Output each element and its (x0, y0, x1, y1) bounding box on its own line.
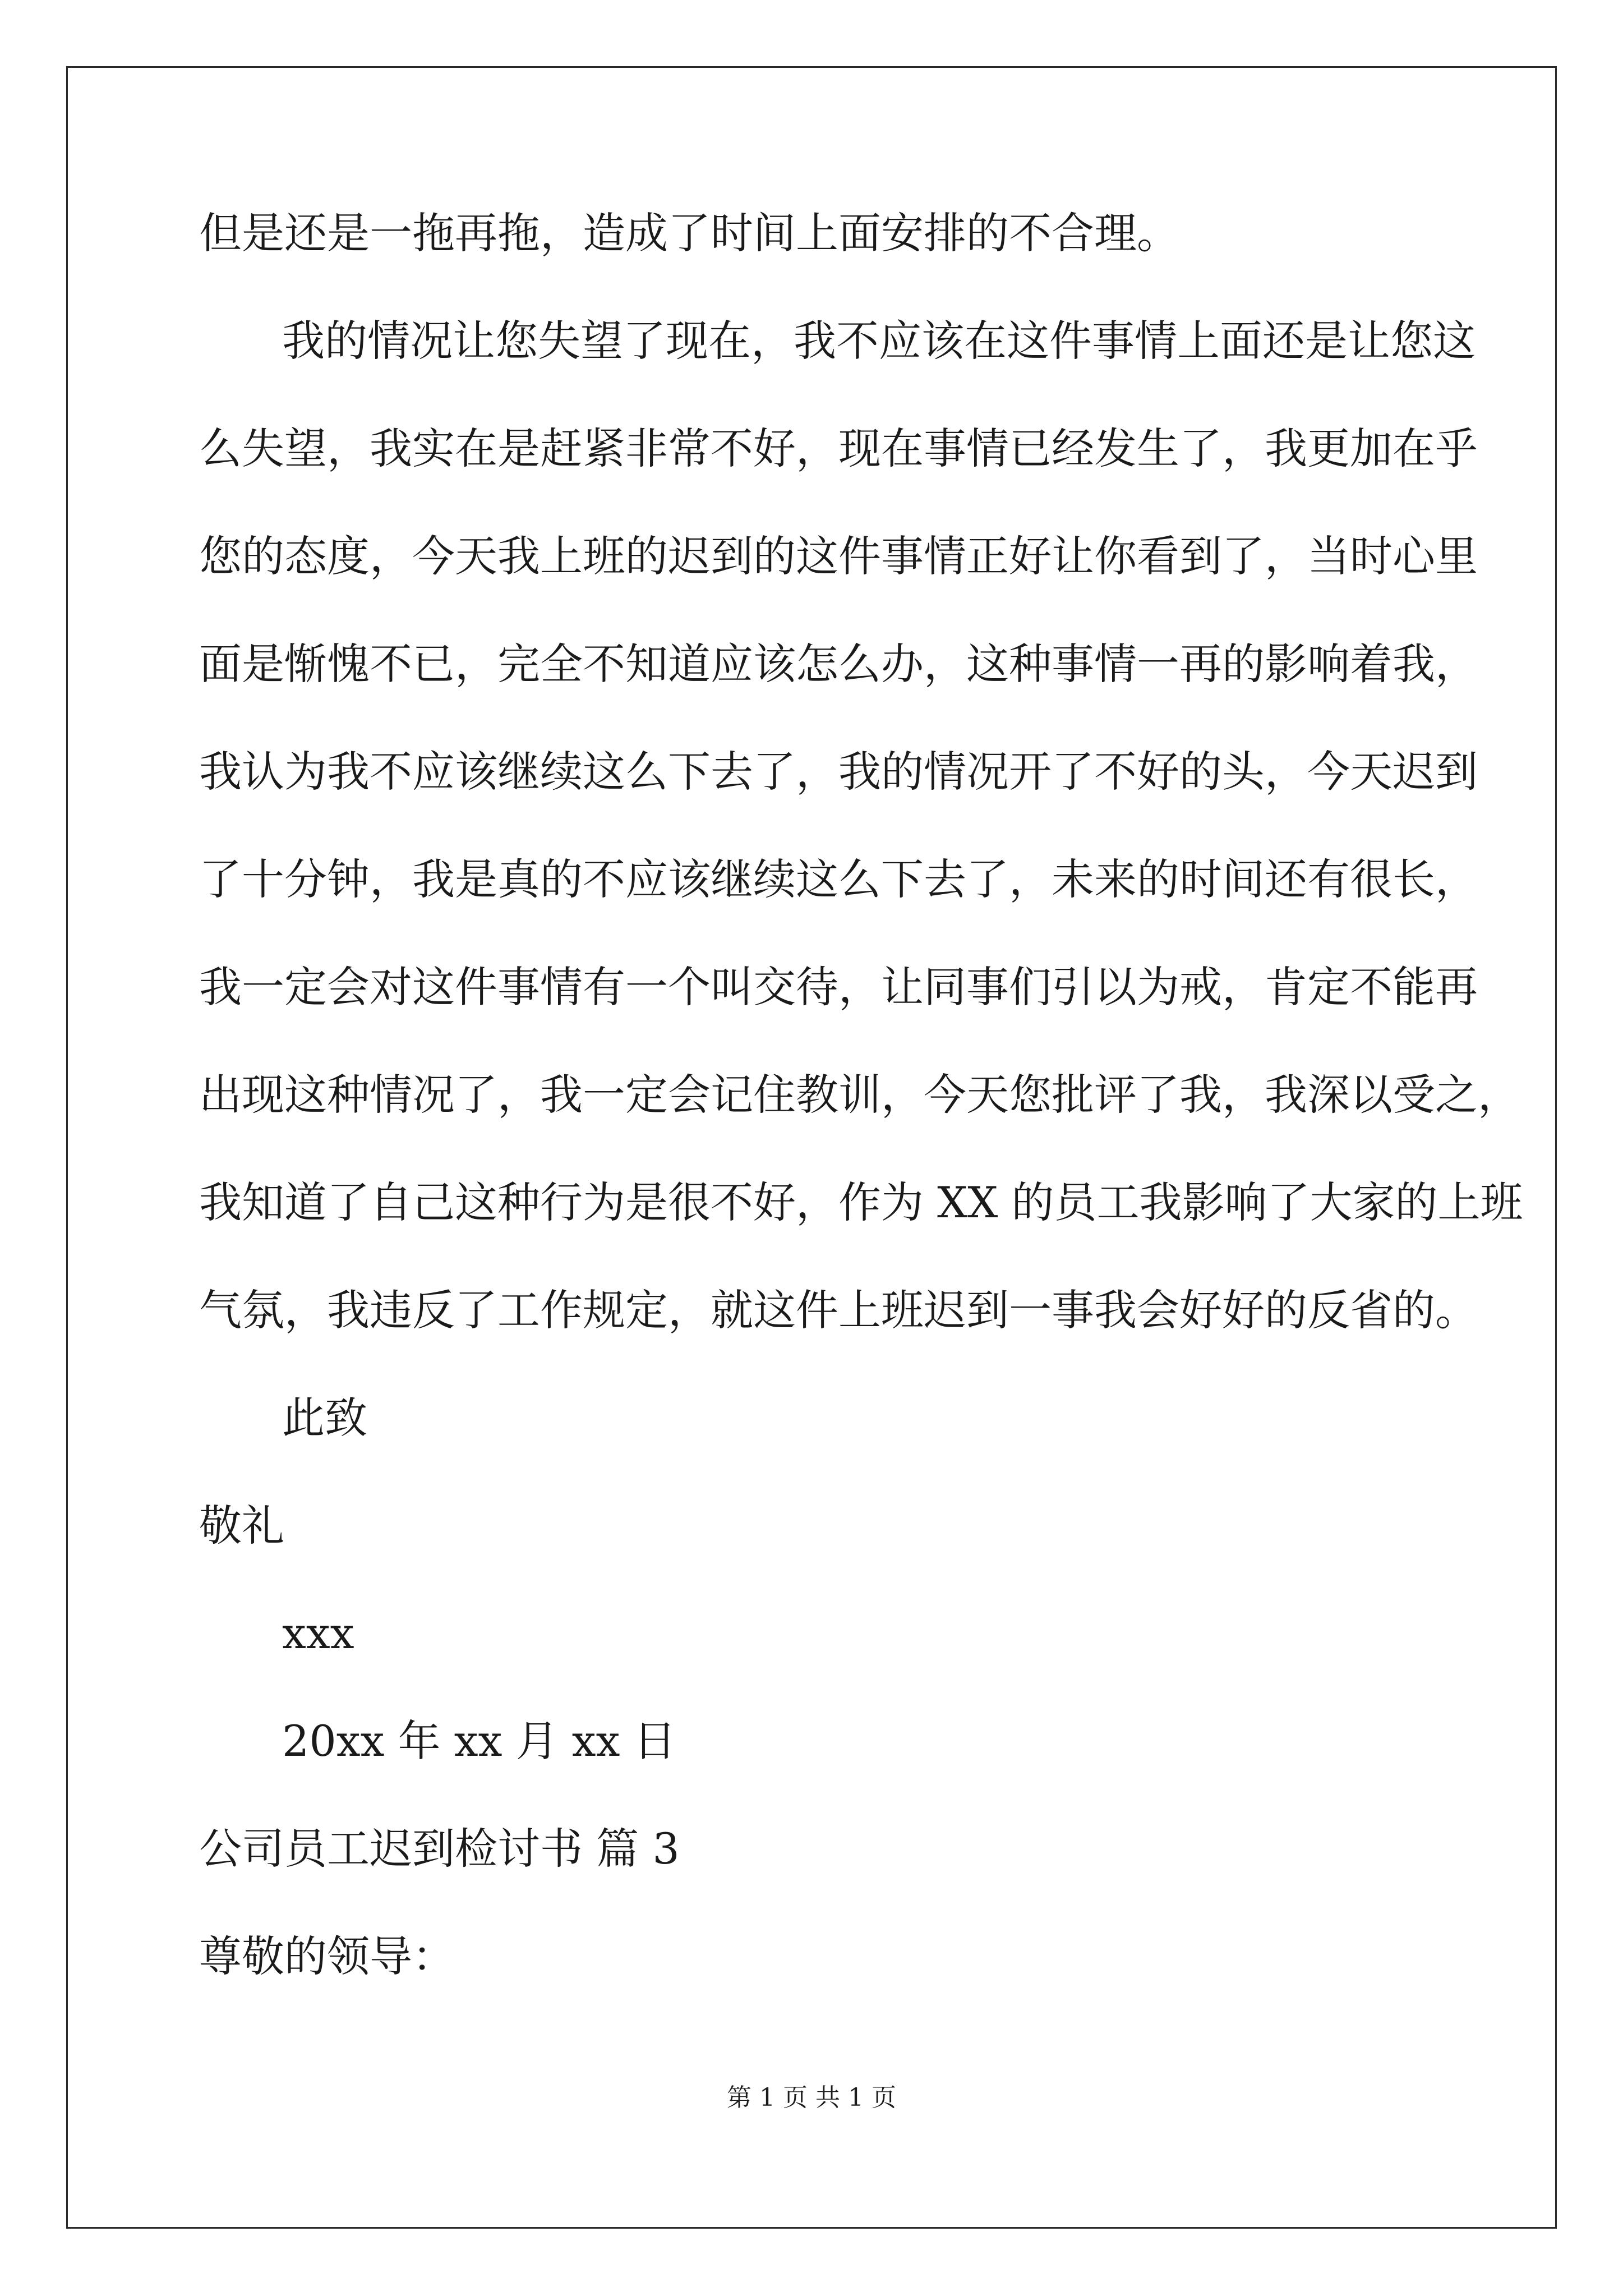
signature-date: 20xx 年 xx 月 xx 日 (282, 1716, 676, 1766)
page-footer: 第 1 页 共 1 页 (727, 2083, 896, 2112)
closing-salutation: 此致 (282, 1393, 367, 1443)
paragraph-line: 面是惭愧不已，完全不知道应该怎么办，这种事情一再的影响着我， (199, 639, 1478, 689)
paragraph-line: 我知道了自己这种行为是很不好，作为 XX 的员工我影响了大家的上班 (199, 1177, 1523, 1227)
paragraph-line: 了十分钟，我是真的不应该继续这么下去了，未来的时间还有很长， (199, 854, 1478, 904)
paragraph-line: 我的情况让您失望了现在，我不应该在这件事情上面还是让您这 (282, 316, 1476, 366)
paragraph-line: 我认为我不应该继续这么下去了，我的情况开了不好的头，今天迟到 (199, 747, 1478, 797)
document-body (199, 206, 1523, 1984)
paragraph-line: 但是还是一拖再拖，造成了时间上面安排的不合理。 (199, 208, 1179, 258)
paragraph-line: 我一定会对这件事情有一个叫交待，让同事们引以为戒，肯定不能再 (199, 962, 1478, 1012)
greeting: 尊敬的领导： (199, 1931, 455, 1981)
paragraph-line: 您的态度，今天我上班的迟到的这件事情正好让你看到了，当时心里 (199, 531, 1478, 581)
section-title: 公司员工迟到检讨书 篇 3 (199, 1824, 680, 1874)
closing-respect: 敬礼 (199, 1501, 284, 1550)
paragraph-line: 么失望，我实在是赶紧非常不好，现在事情已经发生了，我更加在乎 (199, 424, 1478, 473)
paragraph-line: 气氛，我违反了工作规定，就这件上班迟到一事我会好好的反省的。 (199, 1285, 1478, 1335)
signature-name: xxx (282, 1608, 354, 1658)
paragraph-line: 出现这种情况了，我一定会记住教训，今天您批评了我，我深以受之， (199, 1070, 1520, 1120)
